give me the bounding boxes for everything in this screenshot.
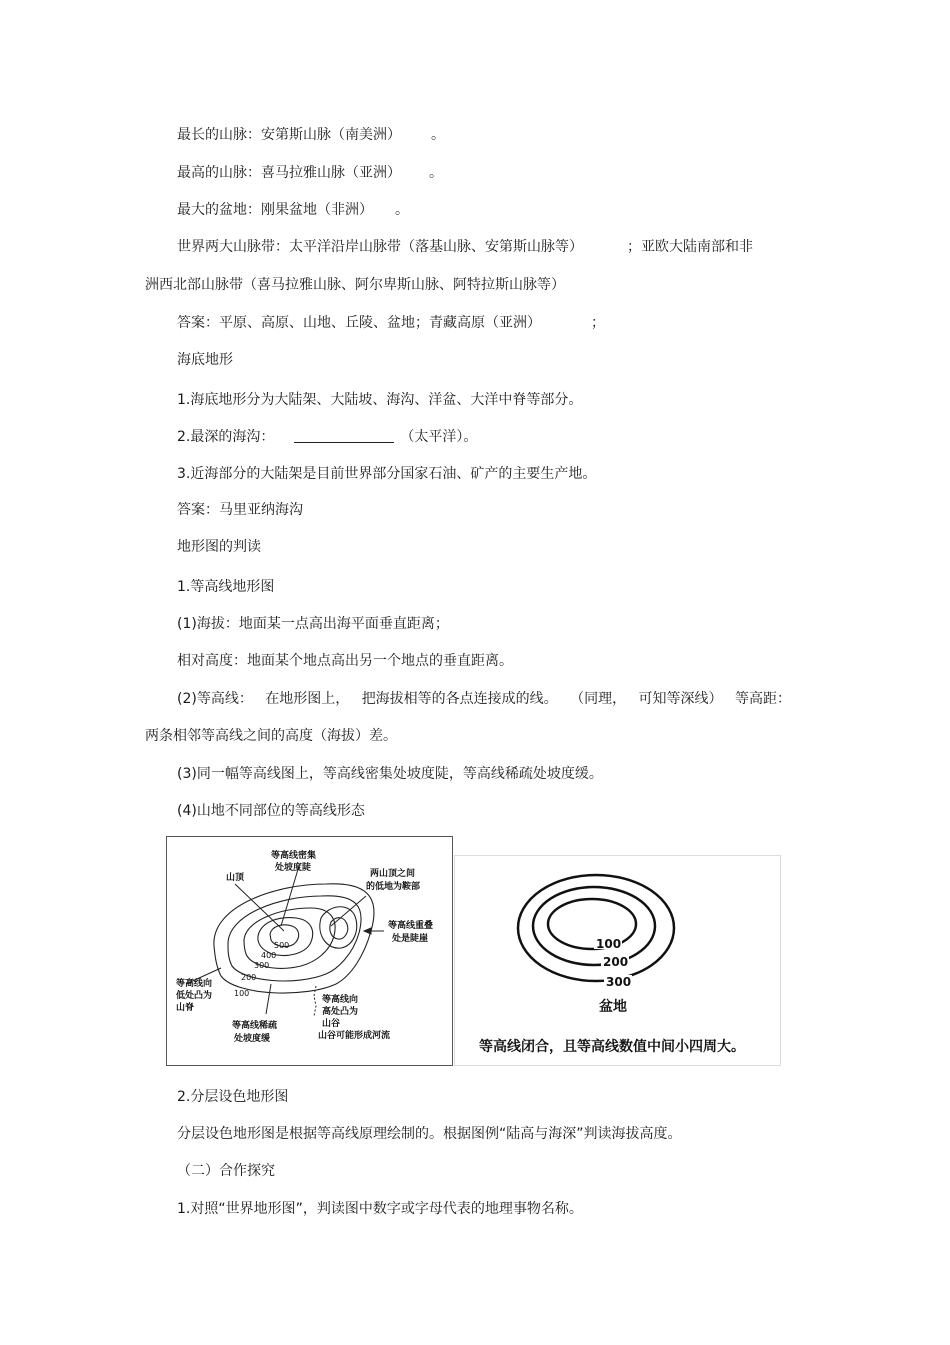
basin-figure — [454, 855, 781, 1066]
text-layered-map: 分层设色地形图是根据等高线原理绘制的。根据图例“陆高与海深”判读海拔高度。 — [177, 1126, 682, 1142]
basin-title: 盆地 — [599, 999, 627, 1015]
text-answer-1: 答案：平原、高原、山地、丘陵、盆地；青藏高原（亚洲） ； — [177, 315, 605, 331]
contour-label-300: 300 — [254, 961, 270, 970]
text-longest-mountain: 最长的山脉：安第斯山脉（南美洲） 。 — [177, 127, 445, 143]
text-relative-height: 相对高度：地面某个地点高出另一个地点的垂直距离。 — [177, 653, 513, 669]
text-mountain-belts-2: 洲西北部山脉带（喜马拉雅山脉、阿尔卑斯山脉、阿特拉斯山脉等） — [145, 277, 565, 293]
text-highest-mountain: 最高的山脉：喜马拉雅山脉（亚洲） 。 — [177, 165, 443, 181]
text-seafloor-1: 1.海底地形分为大陆架、大陆坡、海沟、洋盆、大洋中脊等部分。 — [177, 392, 583, 408]
label-valley-4: 山谷可能形成河流 — [318, 1031, 391, 1041]
label-peak: 山顶 — [226, 873, 245, 883]
label-valley-3: 山谷 — [322, 1019, 341, 1029]
label-dense-1: 等高线密集 — [271, 851, 317, 861]
label-cliff-1: 等高线重叠 — [388, 921, 434, 931]
text-slope: (3)同一幅等高线图上，等高线密集处坡度陡，等高线稀疏处坡度缓。 — [177, 766, 603, 782]
basin-label-300: 300 — [606, 975, 632, 989]
contour-label-100: 100 — [234, 989, 250, 998]
text-mountain-parts: (4)山地不同部位的等高线形态 — [177, 803, 365, 819]
text-seafloor-3: 3.近海部分的大陆架是目前世界部分国家石油、矿产的主要生产地。 — [177, 466, 597, 482]
basin-label-200: 200 — [603, 955, 629, 969]
text-seafloor-2: 2.最深的海沟： （太平洋）。 — [177, 429, 478, 445]
text-question-1: 1.对照“世界地形图”，判读图中数字或字母代表的地理事物名称。 — [177, 1201, 583, 1217]
subheading-layered-map: 2.分层设色地形图 — [177, 1089, 289, 1105]
heading-cooperation: （二）合作探究 — [177, 1163, 275, 1179]
text-contour-definition: (2)等高线： 在地形图上， 把海拔相等的各点连接成的线。 （同理， 可知等深线） 等高距： — [177, 691, 791, 707]
contour-label-400: 400 — [261, 951, 277, 960]
label-sparse-2: 处坡度缓 — [234, 1034, 271, 1044]
contour-label-500: 500 — [274, 941, 290, 950]
label-sparse-1: 等高线稀疏 — [232, 1021, 278, 1031]
label-ridge-3: 山脊 — [176, 1003, 195, 1013]
text-answer-2: 答案：马里亚纳海沟 — [177, 502, 303, 518]
answer-blank — [294, 428, 394, 443]
label-saddle-1: 两山顶之间 — [370, 869, 416, 879]
text-contour-interval: 两条相邻等高线之间的高度（海拔）差。 — [145, 728, 397, 744]
label-valley-1: 等高线向 — [322, 995, 359, 1005]
text-altitude: (1)海拔：地面某一点高出海平面垂直距离； — [177, 616, 449, 632]
label-ridge-1: 等高线向 — [176, 979, 213, 989]
text-largest-basin: 最大的盆地：刚果盆地（非洲） 。 — [177, 202, 409, 218]
subheading-contour-map: 1.等高线地形图 — [177, 579, 275, 595]
label-cliff-2: 处是陡崖 — [392, 934, 429, 944]
heading-map-reading: 地形图的判读 — [177, 539, 261, 555]
basin-label-100: 100 — [596, 937, 622, 951]
contour-label-200: 200 — [241, 973, 257, 982]
label-saddle-2: 的低地为鞍部 — [366, 882, 421, 892]
label-dense-2: 处坡度陡 — [275, 863, 312, 873]
contour-mountain-figure — [166, 836, 453, 1066]
text-mountain-belts-1: 世界两大山脉带：太平洋沿岸山脉带（落基山脉、安第斯山脉等） ；亚欧大陆南部和非 — [177, 239, 753, 255]
heading-seafloor: 海底地形 — [177, 352, 233, 368]
label-valley-2: 高处凸为 — [322, 1007, 359, 1017]
label-ridge-2: 低处凸为 — [176, 991, 213, 1001]
basin-caption: 等高线闭合，且等高线数值中间小四周大。 — [479, 1039, 745, 1055]
